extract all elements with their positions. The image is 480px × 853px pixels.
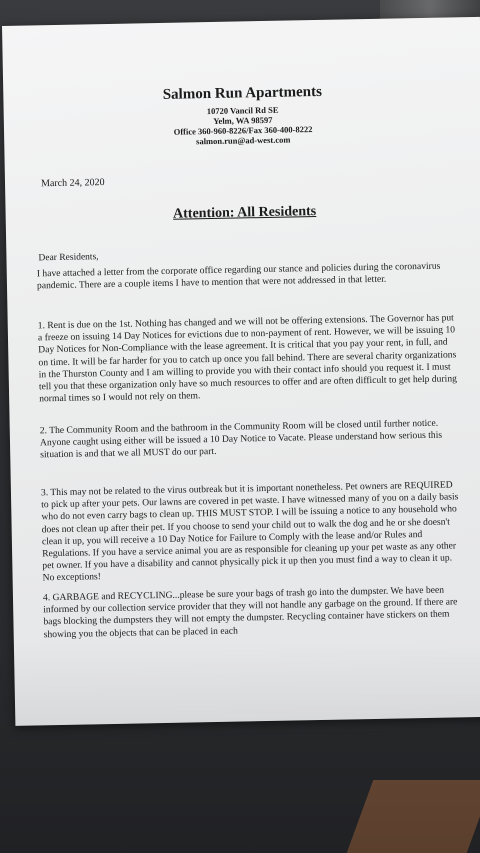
- paragraph-pets: 3. This may not be related to the virus outbreak but it is important nonetheless. Pet owners are REQUIRED to pick up after your pets. Our lawns are covered in pet waste. I have witnessed many of you on a daily basis who do not even carry bags to clean up. THIS MUST STOP. I will be issuing a notice to any household who does not clean up after their pet. If you choose to send your child out to walk the dog and he or she doesn't clean it up, you will receive a 10 Day Notice for Failure to Comply with the lease and/or Rules and Regulations. If you have a service animal you are as responsible for cleaning up your pet waste as any other pet owner. If you have a disability and cannot physically pick it up then you must find a way to clean it up. No exceptions!: [40, 479, 459, 584]
- paragraph-rent: 1. Rent is due on the 1st. Nothing has changed and we will not be offering extensions. The Governor has put a freeze on issuing 14 Day Notices for evictions due to non-payment of rent. However, we will be issuing 10 Day Notices for Non-Compliance with the lease agreement. It is critical that you pay your rent, in full, and on time. It will be far harder for you to catch up once you fall behind. There are several charity organizations in the Thurston County and I am willing to provide you with their contact info should you request it. I must tell you that these organization only have so much resources to offer and are often difficult to get help during normal times so I would not rely on them.: [37, 312, 457, 405]
- company-name: Salmon Run Apartments: [162, 83, 323, 103]
- letterhead: [3, 81, 480, 150]
- company-email: salmon.run@ad-west.com: [195, 134, 291, 147]
- company-phone: Office 360-960-8226/Fax 360-400-8222: [173, 124, 313, 137]
- paragraph-garbage: 4. GARBAGE and RECYCLING...please be sure your bags of trash go into the dumpster. We have been informed by our collection service provider that they will not handle any garbage on the ground. If there are bags blocking the dumpsters they will not empty the dumpster. Recycling container have stickers on them showing you the objects that can be placed in each: [42, 584, 458, 640]
- paragraph-intro: I have attached a letter from the corporate office regarding our stance and policies during the coronavirus pandemic. There are a couple items I have to mention that were not addressed in that letter.: [36, 260, 441, 292]
- letter-title: Attention: All Residents: [172, 204, 317, 222]
- greeting: Dear Residents,: [38, 252, 99, 264]
- company-city: Yelm, WA 98597: [213, 114, 273, 126]
- paragraph-community-room: 2. The Community Room and the bathroom in the Community Room will be closed until further notice. Anyone caught using either will be issued a 10 Day Notice to Vacate. Please understand how serious this situation is and that we all MUST do our part.: [39, 417, 443, 461]
- letter-sheet: [2, 17, 480, 726]
- company-address: 10720 Vancil Rd SE: [206, 104, 279, 117]
- letter-date: March 24, 2020: [40, 177, 105, 190]
